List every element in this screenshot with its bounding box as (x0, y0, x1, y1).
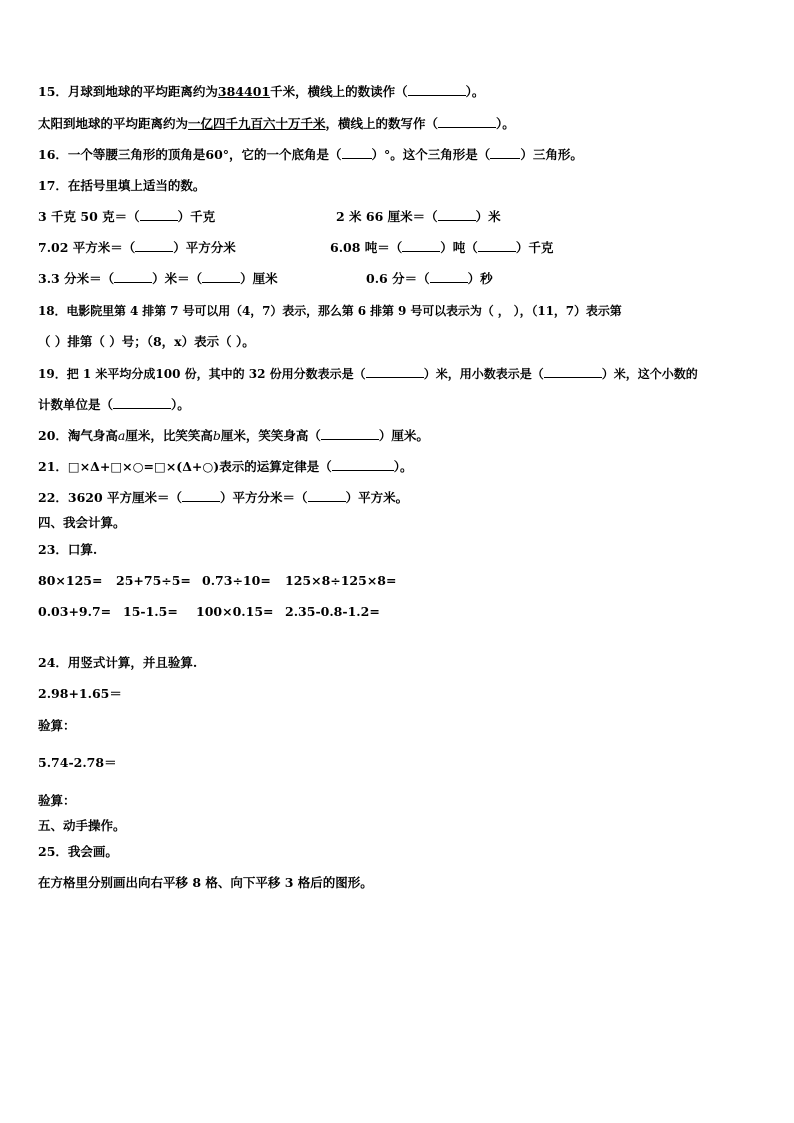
q17-text: 2 米 66 厘米＝（ (336, 209, 438, 224)
q16-text2: ）°。这个三角形是（ (371, 147, 491, 162)
q19-line2 (38, 397, 190, 413)
q17-r3a (38, 271, 278, 287)
q22-text: ）平方米。 (345, 490, 409, 505)
answer-blank[interactable] (402, 240, 440, 252)
section-5-heading: 五、动手操作。 (38, 818, 126, 833)
q19-text: ）米，用小数表示是（ (423, 367, 544, 381)
answer-blank[interactable] (321, 428, 379, 440)
q22 (38, 490, 408, 506)
q15-text3: ）。 (496, 116, 515, 131)
q15-line2 (38, 116, 515, 132)
q17-text: 3.3 分米＝（ (38, 271, 115, 286)
q21 (38, 459, 412, 475)
answer-blank[interactable] (490, 147, 520, 159)
q17-text: ）秒 (467, 271, 493, 286)
calc-item: 25+75÷5= (116, 573, 191, 588)
q25-instruction: 在方格里分别画出向右平移 8 格、向下平移 3 格后的图形。 (38, 875, 373, 890)
answer-blank[interactable] (202, 271, 240, 283)
q19-text: ）米，这个小数的 (601, 367, 698, 381)
q17-text: ）厘米 (240, 271, 278, 286)
answer-blank[interactable] (430, 271, 468, 283)
calc-item: 0.73÷10= (202, 573, 271, 588)
q23-title: 23．口算. (38, 542, 98, 557)
answer-blank[interactable] (114, 271, 152, 283)
check-label-1: 验算： (38, 718, 76, 733)
q25-title: 25．我会画。 (38, 844, 118, 859)
q20 (38, 428, 429, 444)
vertical-calc-1: 2.98+1.65＝ (38, 686, 122, 701)
section-4-heading: 四、我会计算。 (38, 515, 126, 530)
q17-r1b (336, 209, 501, 225)
q15-line1 (38, 84, 484, 100)
var-a: a (117, 428, 126, 443)
q24-title: 24．用竖式计算，并且验算. (38, 655, 198, 670)
check-label-2: 验算： (38, 793, 76, 808)
answer-blank[interactable] (113, 397, 171, 409)
q15-text2: 千米，横线上的数读作（ (270, 84, 408, 99)
calc-item: 2.35-0.8-1.2= (285, 604, 380, 619)
q17-text: ）吨（ (440, 240, 478, 255)
answer-blank[interactable] (438, 209, 476, 221)
calc-item: 15-1.5= (123, 604, 178, 619)
q17-text: 6.08 吨＝（ (330, 240, 403, 255)
answer-blank[interactable] (544, 366, 602, 378)
answer-blank[interactable] (182, 490, 220, 502)
q20-text: 厘米，比笑笑高 (125, 428, 213, 443)
q15-text: 太阳到地球的平均距离约为 (38, 116, 189, 131)
q19-text: ）。 (171, 397, 190, 412)
calc-item: 125×8÷125×8= (285, 573, 397, 588)
q17-text: ）米 (475, 209, 501, 224)
q17-text: ）平方分米 (173, 240, 236, 255)
q17-r3b (366, 271, 493, 287)
q17-text: 0.6 分＝（ (366, 271, 430, 286)
q15-number: 384401 (217, 84, 271, 99)
q19-text: 计数单位是（ (38, 397, 114, 412)
answer-blank[interactable] (408, 84, 466, 96)
q17-text: ）千克 (515, 240, 554, 255)
q19-line1 (38, 366, 698, 382)
vertical-calc-2: 5.74-2.78＝ (38, 755, 117, 770)
q22-text: 22．3620 平方厘米＝（ (38, 490, 183, 505)
q22-text: ）平方分米＝（ (220, 490, 308, 505)
q16-text: 16．一个等腰三角形的顶角是60°，它的一个底角是（ (38, 147, 342, 162)
q15-text2: ，横线上的数写作（ (325, 116, 439, 131)
q17-r1a (38, 209, 215, 225)
answer-blank[interactable] (308, 490, 346, 502)
q17-r2b (330, 240, 553, 256)
q17-text: ）千克 (177, 209, 216, 224)
q15-text3: ）。 (465, 84, 485, 99)
answer-blank[interactable] (366, 366, 424, 378)
q17-r2a (38, 240, 236, 256)
q17-title: 17．在括号里填上适当的数。 (38, 178, 206, 193)
calc-item: 100×0.15= (196, 604, 274, 619)
q18-line1: 18．电影院里第 4 排第 7 号可以用（4，7）表示，那么第 6 排第 9 号可以表示为（ ， ），（11，7）表示第 (38, 304, 622, 318)
q19-text: 19．把 1 米平均分成100 份，其中的 32 份用分数表示是（ (38, 367, 366, 381)
q17-text: 3 千克 50 克＝（ (38, 209, 140, 224)
q16-text3: ）三角形。 (520, 147, 583, 162)
calc-item: 80×125= (38, 573, 103, 588)
q15-text: 15．月球到地球的平均距离约为 (38, 84, 218, 99)
answer-blank[interactable] (478, 240, 516, 252)
q18-line2: （ ）排第（ ）号；（8，x）表示（ ）。 (38, 334, 255, 349)
answer-blank[interactable] (135, 240, 173, 252)
var-b: b (212, 428, 221, 443)
q20-text: 20．淘气身高 (38, 428, 118, 443)
answer-blank[interactable] (140, 209, 178, 221)
calc-item: 0.03+9.7= (38, 604, 112, 619)
answer-blank[interactable] (332, 459, 394, 471)
q17-text: 7.02 平方米＝（ (38, 240, 136, 255)
q20-text: ）厘米。 (378, 428, 429, 443)
q16 (38, 147, 583, 163)
q21-text: ）。 (393, 459, 413, 474)
q15-words: 一亿四千九百六十万千米 (188, 116, 326, 131)
answer-blank[interactable] (342, 147, 372, 159)
q17-text: ）米＝（ (152, 271, 203, 286)
answer-blank[interactable] (438, 116, 496, 128)
q20-text: 厘米，笑笑身高（ (220, 428, 321, 443)
q21-text: 21．□×Δ+□×○=□×(Δ+○)表示的运算定律是（ (38, 459, 332, 474)
